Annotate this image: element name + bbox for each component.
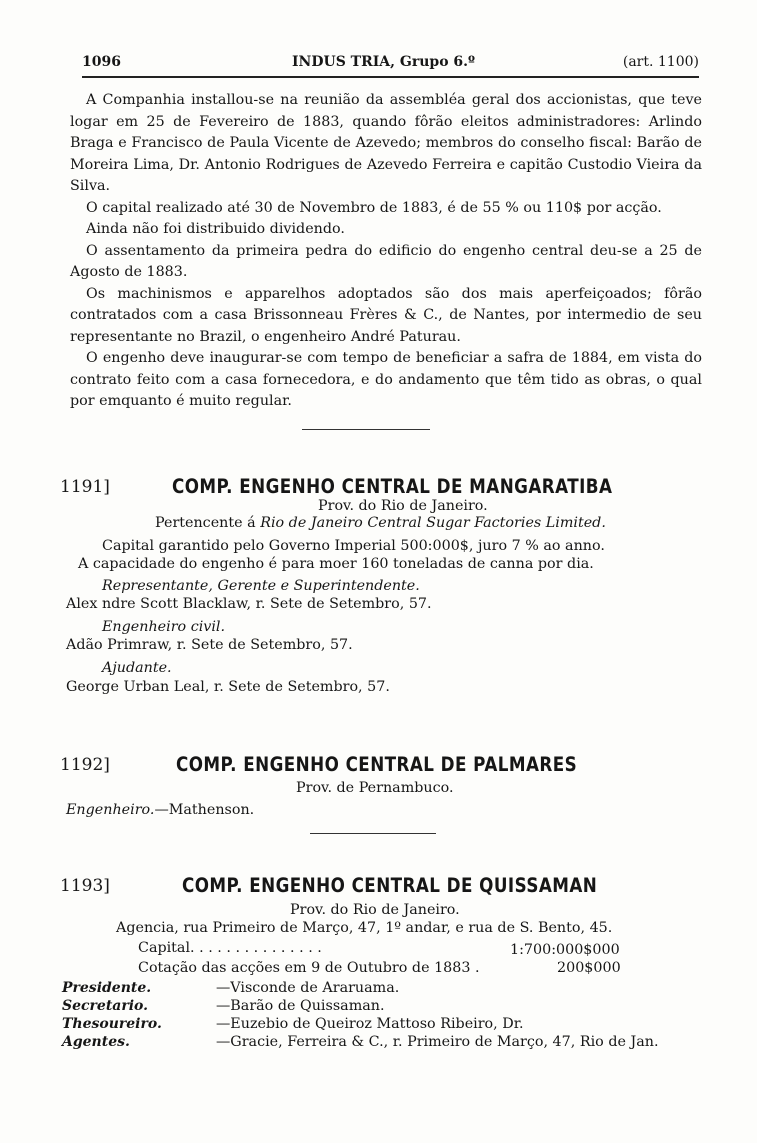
- officer-name: —Gracie, Ferreira & C., r. Primeiro de Março, 47, Rio de Jan.: [216, 1034, 659, 1050]
- capacity-line: A capacidade do engenho é para moer 160 toneladas de canna por dia.: [78, 556, 594, 572]
- role-label: Engenheiro civil.: [102, 619, 226, 635]
- officer-name: —Euzebio de Queiroz Mattoso Ribeiro, Dr.: [216, 1016, 524, 1032]
- section-title: INDUS TRIA, Grupo 6.º: [292, 54, 476, 70]
- officer-role: Agentes.: [62, 1034, 130, 1050]
- article-ref: (art. 1100): [622, 54, 699, 70]
- entry-number: 1193]: [60, 876, 110, 896]
- page-number: 1096: [82, 54, 121, 70]
- officer-role: Presidente.: [62, 980, 152, 996]
- entry-title: COMP. ENGENHO CENTRAL DE QUISSAMAN: [182, 874, 598, 897]
- capital-value: 1:700:000$000: [510, 942, 620, 958]
- capital-line: Capital garantido pelo Governo Imperial 500:000$, juro 7 % ao anno.: [102, 538, 605, 554]
- person-name: —Mathenson.: [154, 802, 255, 818]
- section-divider: [302, 429, 430, 430]
- province: Prov. de Pernambuco.: [296, 780, 454, 796]
- province: Prov. do Rio de Janeiro.: [290, 902, 460, 918]
- entry-number: 1192]: [60, 755, 110, 775]
- paragraph: Ainda não foi distribuido dividendo.: [86, 221, 345, 237]
- paragraph: Os machinismos e apparelhos adoptados são dos mais aperfeiçoados; fôrão contratados com a casa Brissonneau Frères & C., de Nantes, por intermedio de seu representante no Brazil, o engenheiro André Paturau.: [70, 285, 702, 345]
- paragraph: O engenho deve inaugurar-se com tempo de beneficiar a safra de 1884, em vista do contrato feito com a casa fornecedora, e do andamento que têm tido as obras, o qual por emquanto é muito regular.: [70, 350, 702, 409]
- entry-number: 1191]: [60, 477, 110, 497]
- owner-name: Rio de Janeiro Central Sugar Factories Limited.: [260, 515, 606, 531]
- officer-name: —Barão de Quissaman.: [216, 998, 385, 1014]
- paragraph: A Companhia installou-se na reunião da assembléa geral dos accionistas, que teve logar em 25 de Fevereiro de 1883, quando fôrão eleitos administradores: Arlindo Braga e Francisco de Paula Vicente de Azevedo; membros do conselho fiscal: Barão de Moreira Lima, Dr. Antonio Rodrigues de Azevedo Ferreira e capitão Custodio Vieira da Silva.: [70, 92, 702, 194]
- officer-role: Thesoureiro.: [62, 1016, 162, 1032]
- quote-value: 200$000: [557, 960, 621, 976]
- entry-title: COMP. ENGENHO CENTRAL DE PALMARES: [176, 753, 578, 776]
- engineer-line: [66, 802, 254, 818]
- owner-prefix: Pertencente á: [155, 515, 261, 531]
- role-label: Engenheiro.: [66, 802, 155, 818]
- agency-line: Agencia, rua Primeiro de Março, 47, 1º andar, e rua de S. Bento, 45.: [116, 920, 613, 936]
- role-label: Ajudante.: [102, 660, 172, 676]
- quote-label: Cotação das acções em 9 de Outubro de 1883 .: [138, 960, 480, 976]
- entry-title: COMP. ENGENHO CENTRAL DE MANGARATIBA: [172, 475, 613, 498]
- officer-role: Secretario.: [62, 998, 149, 1014]
- running-header: [82, 52, 699, 78]
- person-line: Alex ndre Scott Blacklaw, r. Sete de Setembro, 57.: [66, 596, 432, 612]
- person-line: Adão Primraw, r. Sete de Setembro, 57.: [66, 637, 353, 653]
- officer-name: —Visconde de Araruama.: [216, 980, 400, 996]
- paragraph: O capital realizado até 30 de Novembro de 1883, é de 55 % ou 110$ por acção.: [86, 199, 662, 216]
- section-divider: [310, 833, 436, 834]
- person-line: George Urban Leal, r. Sete de Setembro, 57.: [66, 679, 390, 695]
- role-label: Representante, Gerente e Superintendente.: [102, 578, 420, 594]
- province: Prov. do Rio de Janeiro.: [318, 498, 488, 514]
- intro-text: [70, 90, 702, 413]
- paragraph: O assentamento da primeira pedra do edificio do engenho central deu-se a 25 de Agosto de 1883.: [70, 242, 702, 280]
- capital-label: Capital. . . . . . . . . . . . . . .: [138, 940, 322, 956]
- owner-line: [155, 515, 606, 531]
